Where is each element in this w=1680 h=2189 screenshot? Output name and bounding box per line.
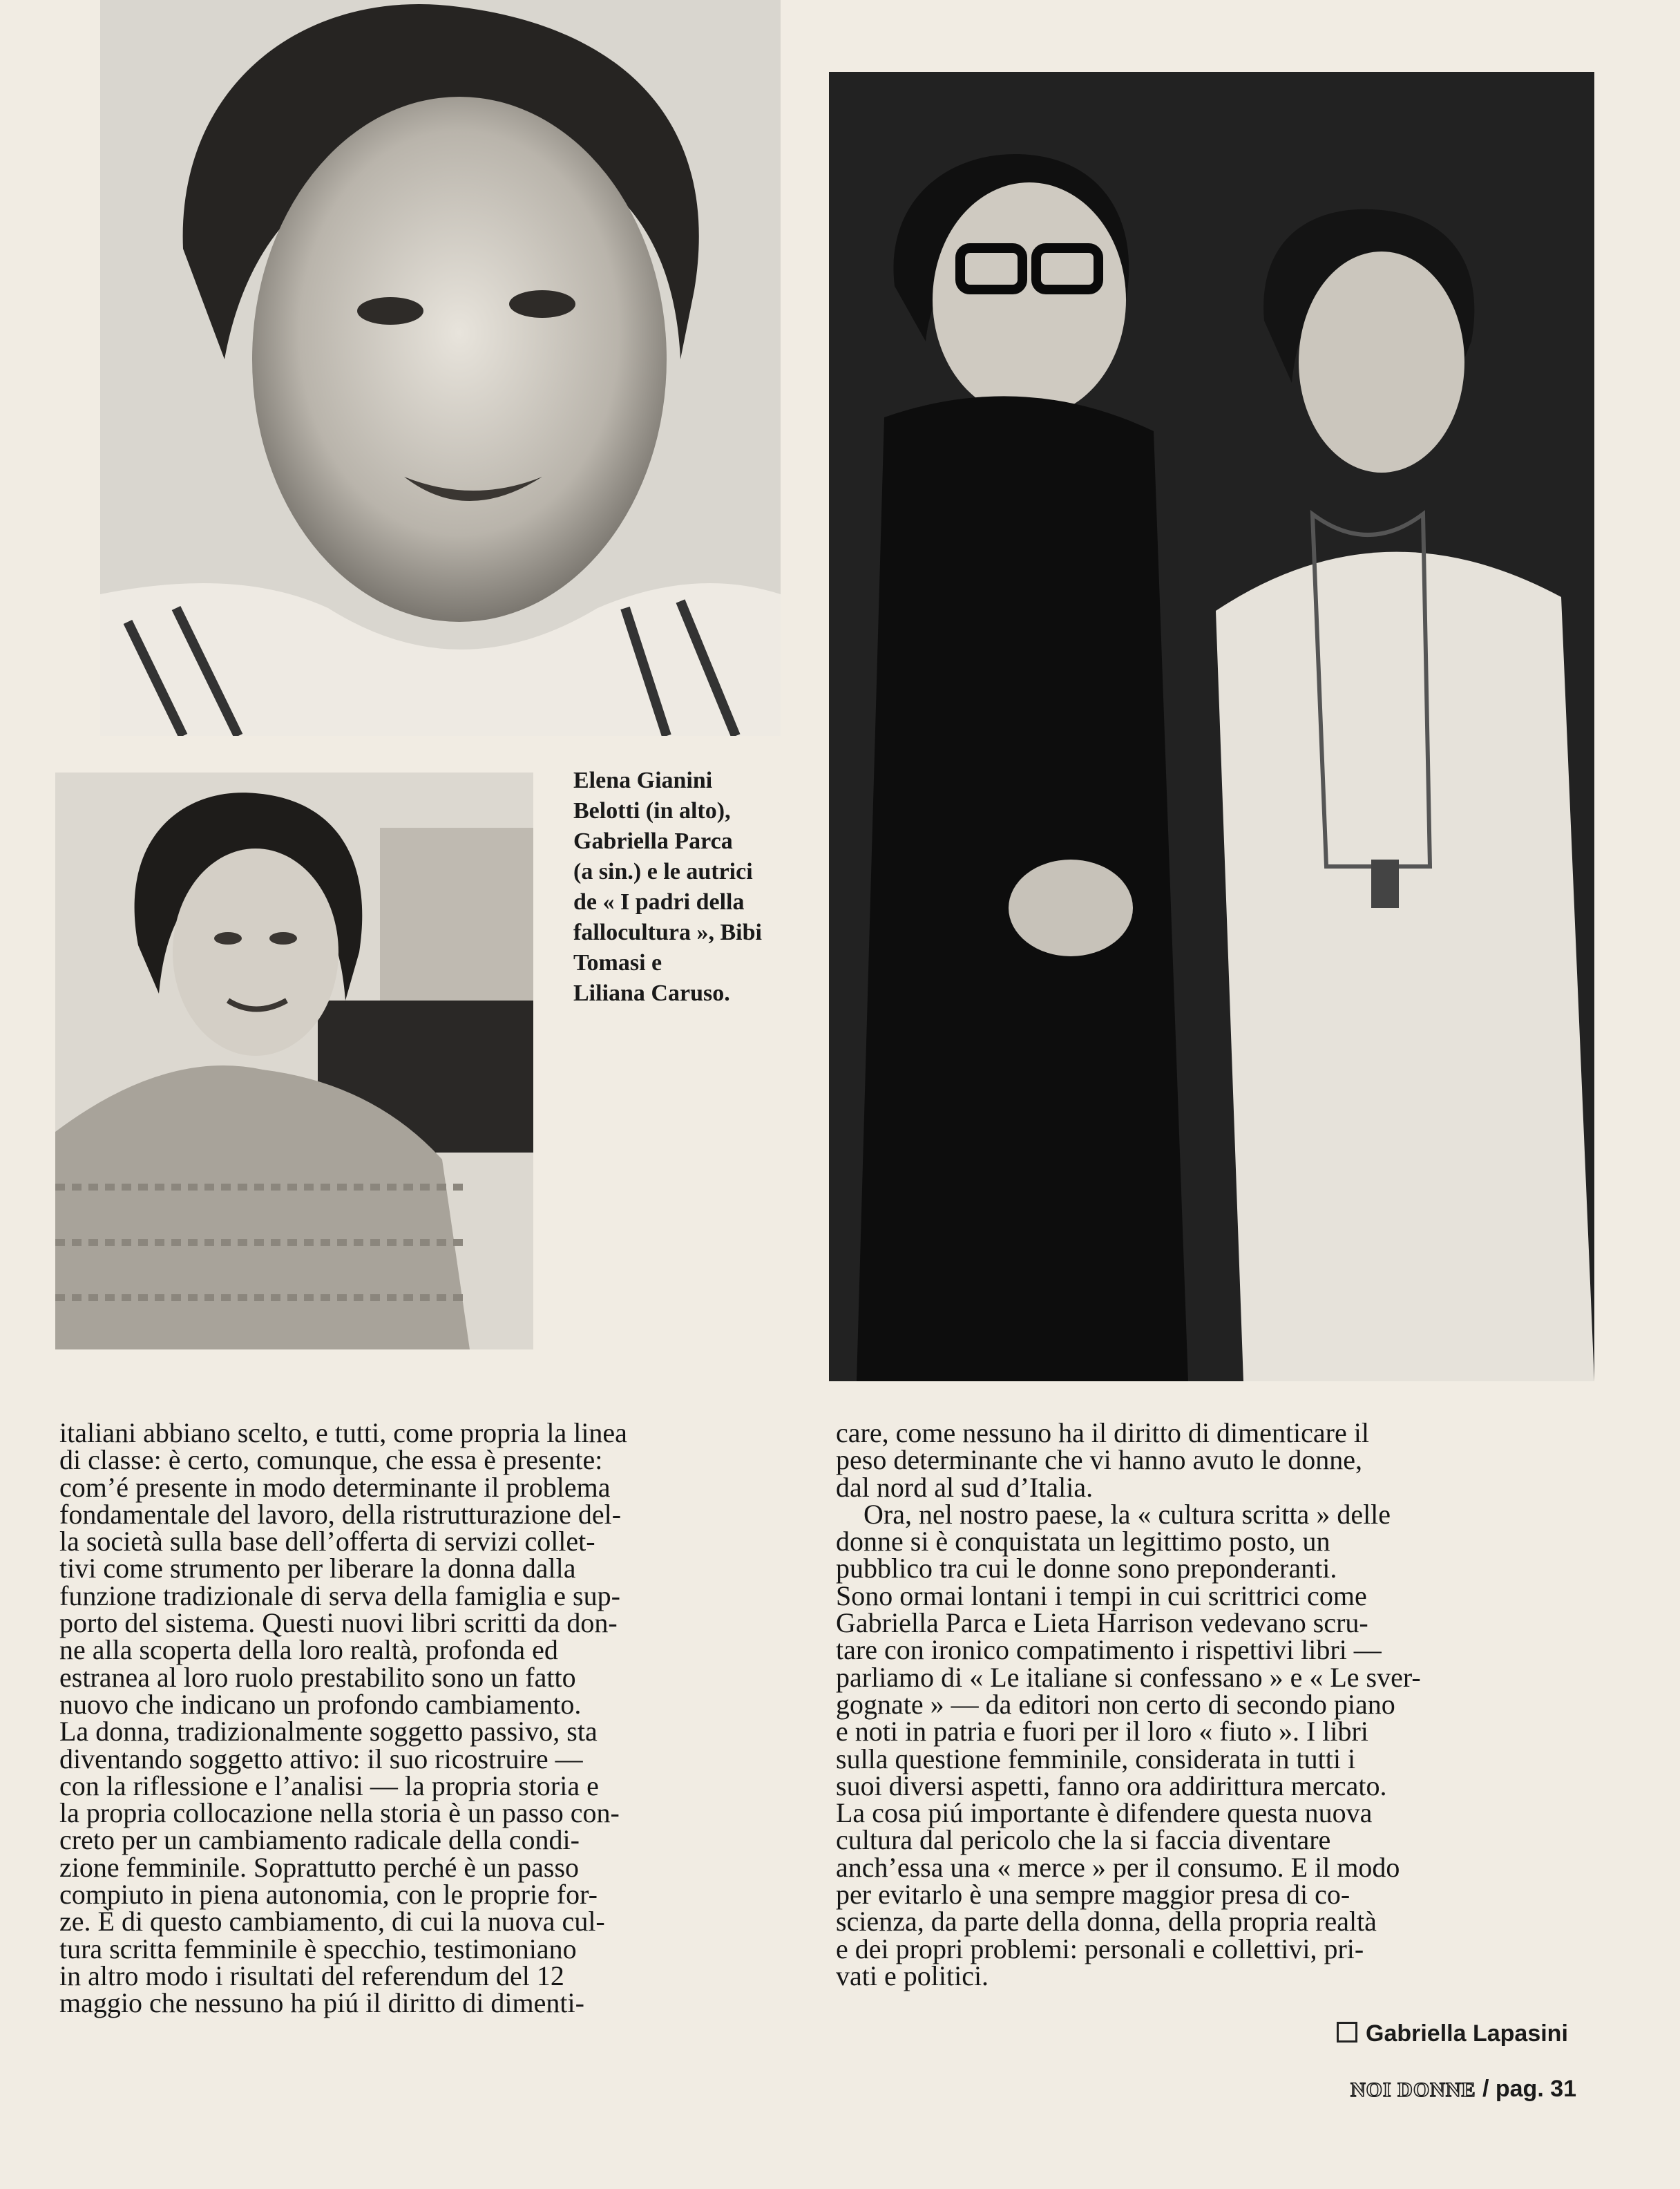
text-line: pubblico tra cui le donne sono preponderanti. bbox=[836, 1553, 1337, 1584]
text-line: Gabriella Parca e Lieta Harrison vedevano scru- bbox=[836, 1607, 1368, 1639]
text-line: per evitarlo è una sempre maggior presa di co- bbox=[836, 1879, 1350, 1911]
text-line: maggio che nessuno ha piú il diritto di dimenti- bbox=[59, 1987, 584, 2019]
text-line: scienza, da parte della donna, della propria realtà bbox=[836, 1906, 1377, 1937]
text-line: tura scritta femminile è specchio, testimoniano bbox=[59, 1933, 577, 1964]
caption-line: Tomasi e bbox=[573, 950, 662, 976]
photo-gabriella-parca bbox=[55, 773, 533, 1349]
text-line: e dei propri problemi: personali e collettivi, pri- bbox=[836, 1933, 1364, 1964]
text-line: Ora, nel nostro paese, la « cultura scritta » delle bbox=[863, 1498, 1391, 1530]
text-line: e noti in patria e fuori per il loro « fiuto ». I libri bbox=[836, 1716, 1368, 1747]
caption-line: Gabriella Parca bbox=[573, 828, 733, 854]
text-line: tivi come strumento per liberare la donna dalla bbox=[59, 1553, 576, 1584]
photo-bibi-tomasi-liliana-caruso bbox=[829, 72, 1594, 1381]
author-signature bbox=[1337, 2020, 1599, 2047]
caption-line: Liliana Caruso. bbox=[573, 980, 730, 1006]
caption-line: fallocultura », Bibi bbox=[573, 920, 762, 945]
text-line: fondamentale del lavoro, della ristrutturazione del- bbox=[59, 1498, 622, 1530]
text-line: peso determinante che vi hanno avuto le donne, bbox=[836, 1444, 1362, 1476]
text-line: zione femminile. Soprattutto perché è un passo bbox=[59, 1851, 580, 1883]
text-line: Sono ormai lontani i tempi in cui scrittrici come bbox=[836, 1580, 1367, 1611]
caption-line: Elena Gianini bbox=[573, 768, 713, 793]
text-line: dal nord al sud d’Italia. bbox=[836, 1471, 1094, 1503]
text-line: ze. È di questo cambiamento, di cui la nuova cul- bbox=[59, 1906, 605, 1937]
magazine-logo: NOI DONNE bbox=[1350, 2078, 1476, 2101]
caption-line: (a sin.) e le autrici bbox=[573, 859, 753, 884]
article-column-right bbox=[836, 1419, 1590, 1989]
text-line: com’é presente in modo determinante il problema bbox=[59, 1471, 611, 1503]
text-line: nuovo che indicano un profondo cambiamento. bbox=[59, 1688, 582, 1720]
text-line: ne alla scoperta della loro realtà, profonda ed bbox=[59, 1634, 558, 1666]
text-line: vati e politici. bbox=[836, 1960, 989, 1991]
article-column-left bbox=[59, 1419, 812, 2017]
text-line: anch’essa una « merce » per il consumo. E il modo bbox=[836, 1851, 1400, 1883]
text-line: donne si è conquistata un legittimo posto, un bbox=[836, 1526, 1330, 1557]
text-line: parliamo di « Le italiane si confessano » e « Le sver- bbox=[836, 1661, 1421, 1693]
text-line: cultura dal pericolo che la si faccia diventare bbox=[836, 1824, 1331, 1856]
caption-line: de « I padri della bbox=[573, 889, 745, 915]
photo-caption bbox=[573, 766, 850, 1009]
author-name: Gabriella Lapasini bbox=[1366, 2020, 1568, 2047]
text-line: funzione tradizionale di serva della famiglia e sup- bbox=[59, 1580, 620, 1611]
text-line: italiani abbiano scelto, e tutti, come propria la linea bbox=[59, 1417, 627, 1448]
text-line: con la riflessione e l’analisi — la propria storia e bbox=[59, 1770, 599, 1801]
page-number: pag. 31 bbox=[1495, 2076, 1577, 2102]
text-line: suoi diversi aspetti, fanno ora addirittura mercato. bbox=[836, 1770, 1387, 1801]
text-line: di classe: è certo, comunque, che essa è presente: bbox=[59, 1444, 603, 1476]
text-line: porto del sistema. Questi nuovi libri scritti da don- bbox=[59, 1607, 618, 1639]
text-line: la propria collocazione nella storia è un passo con- bbox=[59, 1797, 620, 1829]
text-line: la società sulla base dell’offerta di servizi collet- bbox=[59, 1526, 595, 1557]
end-mark-icon bbox=[1337, 2022, 1357, 2043]
page-footer bbox=[1350, 2076, 1599, 2103]
text-line: compiuto in piena autonomia, con le proprie for- bbox=[59, 1879, 598, 1911]
caption-line: Belotti (in alto), bbox=[573, 798, 731, 824]
text-line: tare con ironico compatimento i rispettivi libri — bbox=[836, 1634, 1382, 1666]
text-line: La donna, tradizionalmente soggetto passivo, sta bbox=[59, 1716, 598, 1747]
text-line: sulla questione femminile, considerata in tutti i bbox=[836, 1743, 1356, 1774]
text-line: care, come nessuno ha il diritto di dimenticare il bbox=[836, 1417, 1369, 1448]
text-line: La cosa piú importante è difendere questa nuova bbox=[836, 1797, 1373, 1829]
text-line: gognate » — da editori non certo di secondo piano bbox=[836, 1688, 1395, 1720]
footer-separator: / bbox=[1482, 2076, 1489, 2102]
text-line: diventando soggetto attivo: il suo ricostruire — bbox=[59, 1743, 583, 1774]
text-line: estranea al loro ruolo prestabilito sono un fatto bbox=[59, 1661, 576, 1693]
photo-elena-gianini-belotti bbox=[100, 0, 781, 736]
text-line: in altro modo i risultati del referendum del 12 bbox=[59, 1960, 564, 1991]
text-line: creto per un cambiamento radicale della condi- bbox=[59, 1824, 580, 1856]
